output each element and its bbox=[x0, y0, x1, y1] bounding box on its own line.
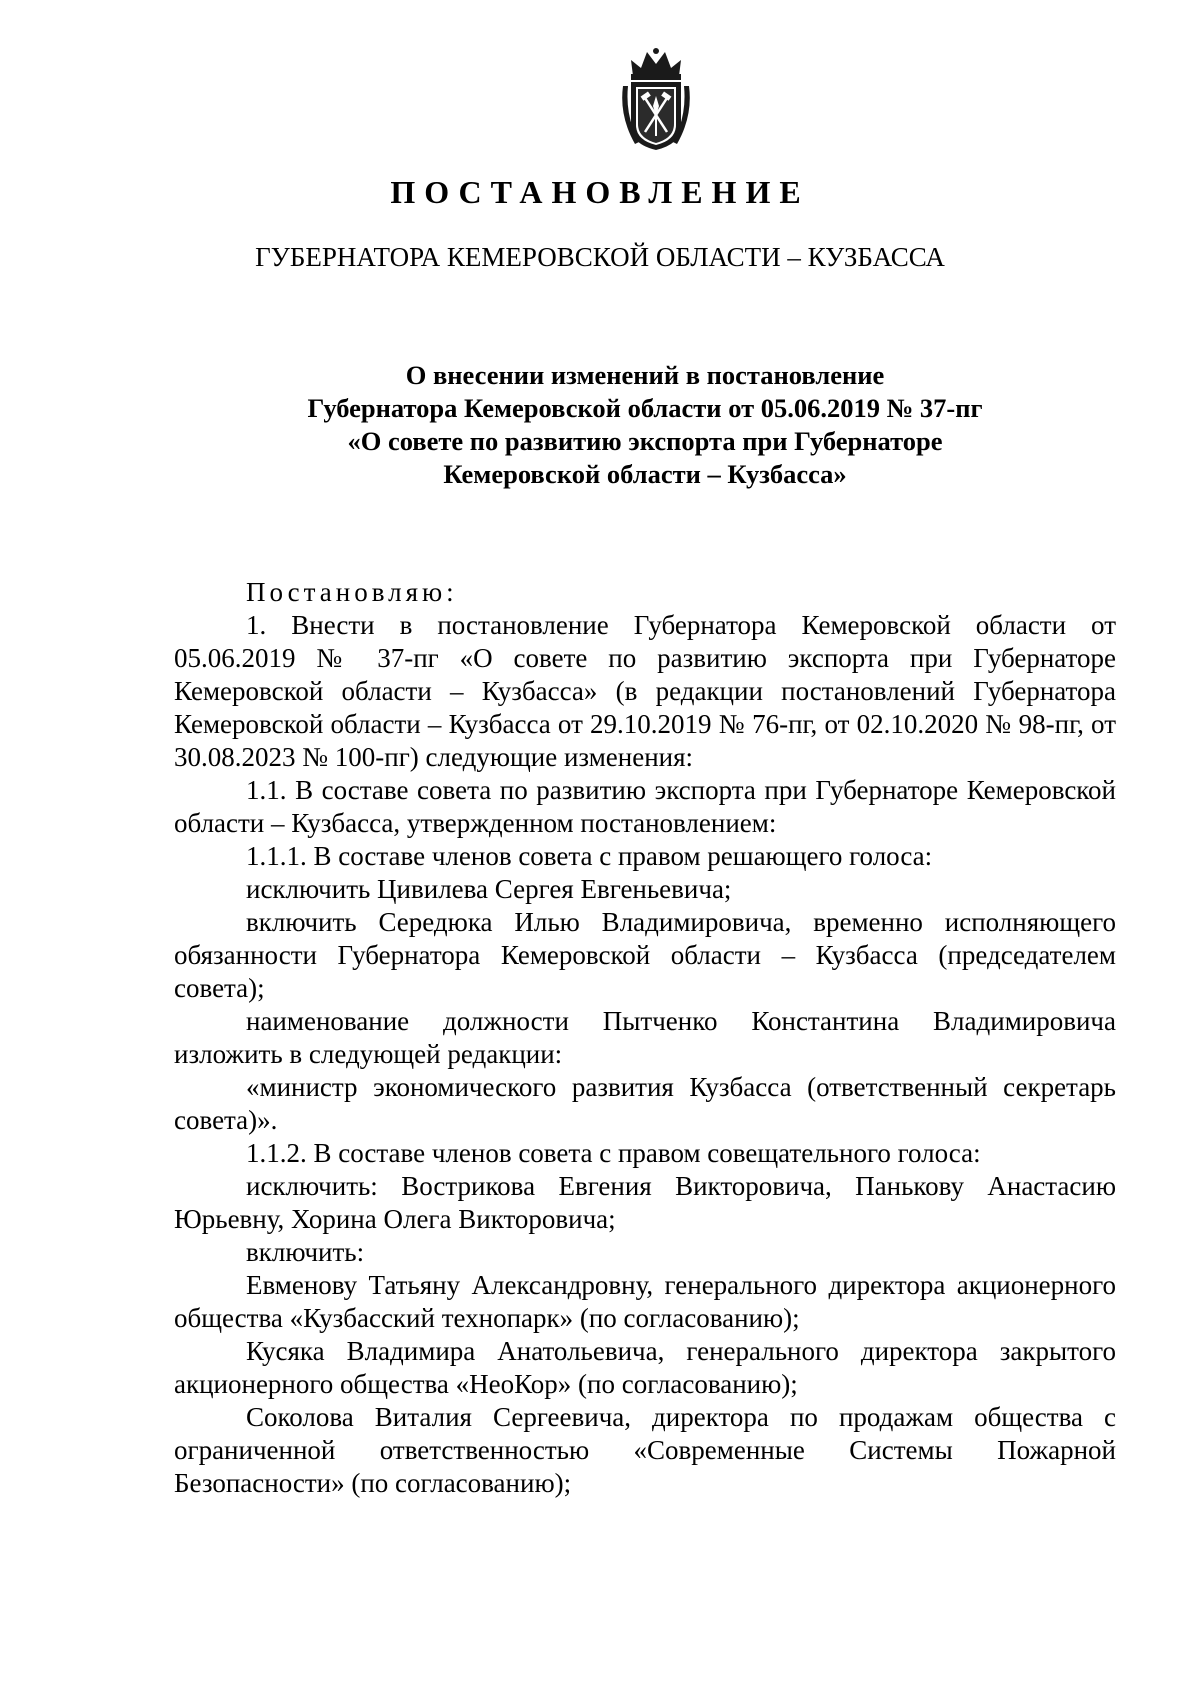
body-paragraph: «министр экономического развития Кузбасса (ответственный секретарь совета)». bbox=[174, 1072, 1116, 1135]
body-paragraph: включить: bbox=[246, 1237, 365, 1267]
subject-line: Кемеровской области – Кузбасса» bbox=[443, 459, 847, 489]
body-paragraph: включить Середюка Илью Владимировича, временно исполняющего обязанности Губернатора Кемеровской области – Кузбасса (председателем совета); bbox=[174, 907, 1116, 1003]
document-body bbox=[174, 576, 1116, 1500]
body-paragraph: исключить: Вострикова Евгения Викторовича, Панькову Анастасию Юрьевну, Хорина Олега Викторовича; bbox=[174, 1171, 1116, 1234]
decree-word: Постановляю: bbox=[246, 577, 458, 607]
subject-line: Губернатора Кемеровской области от 05.06.2019 № 37-пг bbox=[307, 393, 983, 423]
body-paragraph: 1. Внести в постановление Губернатора Кемеровской области от 05.06.2019 № 37-пг «О совете по развитию экспорта при Губернаторе Кемеровской области – Кузбасса» (в редакции постановлений Губернатора Кемеровской области – Кузбасса от 29.10.2019 № 76-пг, от 02.10.2020 № 98-пг, от 30.08.2023 № 100-пг) следующие изменения: bbox=[174, 610, 1116, 772]
body-paragraph: 1.1.1. В составе членов совета с правом решающего голоса: bbox=[246, 841, 933, 871]
subject-line: «О совете по развитию экспорта при Губернаторе bbox=[347, 426, 943, 456]
kemerovo-region-coat-of-arms-icon bbox=[617, 46, 695, 154]
body-paragraph: Евменову Татьяну Александровну, генерального директора акционерного общества «Кузбасский технопарк» (по согласованию); bbox=[174, 1270, 1116, 1333]
document-subject bbox=[174, 359, 1116, 491]
body-paragraph: исключить Цивилева Сергея Евгеньевича; bbox=[246, 874, 732, 904]
body-paragraph: Кусяка Владимира Анатольевича, генерального директора закрытого акционерного общества «НеоКор» (по согласованию); bbox=[174, 1336, 1116, 1399]
body-paragraph: 1.1. В составе совета по развитию экспорта при Губернаторе Кемеровской области – Кузбасса, утвержденном постановлением: bbox=[174, 775, 1116, 838]
subject-line: О внесении изменений в постановление bbox=[405, 360, 885, 390]
body-paragraph: Соколова Виталия Сергеевича, директора по продажам общества с ограниченной ответственностью «Современные Системы Пожарной Безопасности» (по согласованию); bbox=[174, 1402, 1116, 1498]
body-paragraph: 1.1.2. В составе членов совета с правом совещательного голоса: bbox=[246, 1138, 981, 1168]
document-type-title: ПОСТАНОВЛЕНИЕ bbox=[390, 174, 810, 210]
body-paragraph: наименование должности Пытченко Константина Владимировича изложить в следующей редакции: bbox=[174, 1006, 1116, 1069]
issuer-title: ГУБЕРНАТОРА КЕМЕРОВСКОЙ ОБЛАСТИ – КУЗБАССА bbox=[255, 242, 945, 272]
